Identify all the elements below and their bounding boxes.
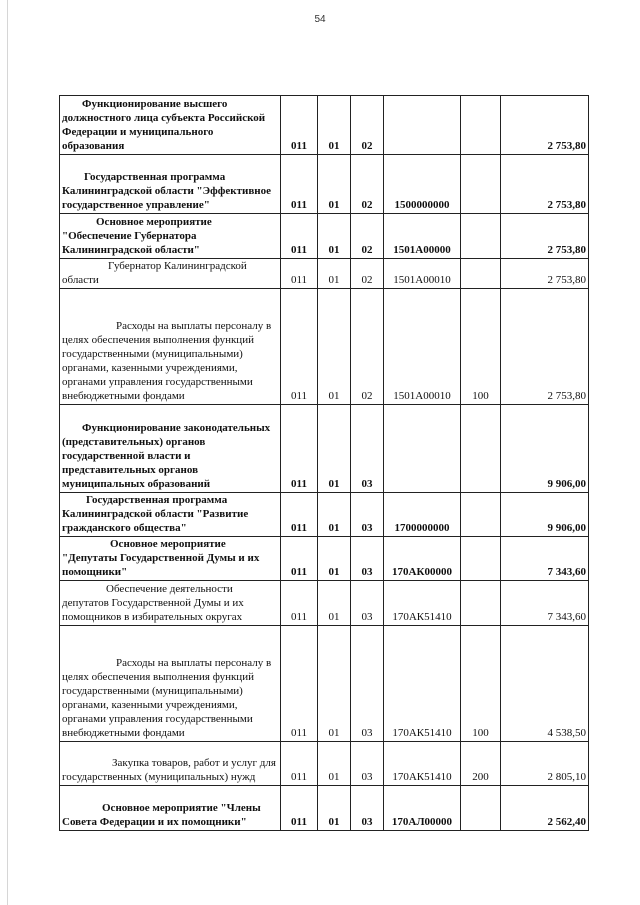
- row-subsection: 03: [351, 581, 384, 626]
- row-sum: 2 753,80: [501, 214, 589, 259]
- row-target: 1501А00010: [384, 289, 461, 405]
- row-sum: 2 753,80: [501, 259, 589, 289]
- row-subsection: 03: [351, 405, 384, 493]
- row-target: [384, 96, 461, 155]
- row-target: [384, 405, 461, 493]
- row-section: 01: [318, 289, 351, 405]
- row-section: 01: [318, 493, 351, 537]
- table-row: [60, 214, 589, 259]
- row-sum: 2 753,80: [501, 155, 589, 214]
- row-subsection: 03: [351, 537, 384, 581]
- row-name: Закупка товаров, работ и услуг для государственных (муниципальных) нужд: [60, 742, 281, 786]
- row-ministry: 011: [281, 493, 318, 537]
- row-ministry: 011: [281, 581, 318, 626]
- table-row: [60, 786, 589, 831]
- row-section: 01: [318, 96, 351, 155]
- row-name: Основное мероприятие "Члены Совета Федерации и их помощники": [60, 786, 281, 831]
- row-ministry: 011: [281, 155, 318, 214]
- row-sum: 9 906,00: [501, 493, 589, 537]
- row-section: 01: [318, 626, 351, 742]
- row-section: 01: [318, 786, 351, 831]
- row-subsection: 02: [351, 259, 384, 289]
- row-expense: [461, 405, 501, 493]
- row-expense: 200: [461, 742, 501, 786]
- row-ministry: 011: [281, 259, 318, 289]
- row-name: Расходы на выплаты персоналу в целях обеспечения выполнения функций государственными (муниципальными) органами, казенными учреждениями, органами управления государственными внебюджетными фондами: [60, 626, 281, 742]
- row-ministry: 011: [281, 537, 318, 581]
- row-subsection: 02: [351, 96, 384, 155]
- table-row: [60, 537, 589, 581]
- row-sum: 7 343,60: [501, 581, 589, 626]
- row-target: 1500000000: [384, 155, 461, 214]
- row-section: 01: [318, 405, 351, 493]
- row-expense: [461, 537, 501, 581]
- row-expense: [461, 493, 501, 537]
- row-expense: [461, 786, 501, 831]
- row-ministry: 011: [281, 405, 318, 493]
- table-row: [60, 742, 589, 786]
- row-subsection: 03: [351, 742, 384, 786]
- row-name: Государственная программа Калининградской области "Развитие гражданского общества": [60, 493, 281, 537]
- row-sum: 2 562,40: [501, 786, 589, 831]
- row-target: 170АК51410: [384, 581, 461, 626]
- row-sum: 9 906,00: [501, 405, 589, 493]
- row-name: Основное мероприятие "Депутаты Государственной Думы и их помощники": [60, 537, 281, 581]
- row-ministry: 011: [281, 742, 318, 786]
- row-section: 01: [318, 259, 351, 289]
- row-section: 01: [318, 214, 351, 259]
- row-name: Основное мероприятие "Обеспечение Губернатора Калининградской области": [60, 214, 281, 259]
- row-section: 01: [318, 155, 351, 214]
- row-ministry: 011: [281, 289, 318, 405]
- row-ministry: 011: [281, 626, 318, 742]
- table-row: [60, 155, 589, 214]
- row-name: Расходы на выплаты персоналу в целях обеспечения выполнения функций государственными (муниципальными) органами, казенными учреждениями, органами управления государственными внебюджетными фондами: [60, 289, 281, 405]
- row-ministry: 011: [281, 96, 318, 155]
- row-target: 170АЛ00000: [384, 786, 461, 831]
- row-ministry: 011: [281, 214, 318, 259]
- row-subsection: 02: [351, 155, 384, 214]
- row-expense: [461, 214, 501, 259]
- page-number: 54: [314, 14, 326, 25]
- row-name: Функционирование законодательных (представительных) органов государственной власти и представительных органов муниципальных образований: [60, 405, 281, 493]
- table-row: [60, 626, 589, 742]
- row-sum: 2 805,10: [501, 742, 589, 786]
- row-sum: 2 753,80: [501, 96, 589, 155]
- table-row: [60, 493, 589, 537]
- budget-table: [59, 95, 589, 831]
- row-subsection: 02: [351, 214, 384, 259]
- row-target: 170АК00000: [384, 537, 461, 581]
- row-section: 01: [318, 581, 351, 626]
- row-name: Обеспечение деятельности депутатов Государственной Думы и их помощников в избирательных округах: [60, 581, 281, 626]
- scan-edge-left: [7, 0, 8, 905]
- row-expense: [461, 96, 501, 155]
- row-section: 01: [318, 537, 351, 581]
- row-subsection: 03: [351, 493, 384, 537]
- row-subsection: 02: [351, 289, 384, 405]
- row-name: Государственная программа Калининградской области "Эффективное государственное управление": [60, 155, 281, 214]
- row-target: 1501А00010: [384, 259, 461, 289]
- row-expense: 100: [461, 289, 501, 405]
- row-subsection: 03: [351, 786, 384, 831]
- table-row: [60, 289, 589, 405]
- row-sum: 2 753,80: [501, 289, 589, 405]
- row-target: 1501А00000: [384, 214, 461, 259]
- row-target: 170АК51410: [384, 626, 461, 742]
- row-sum: 7 343,60: [501, 537, 589, 581]
- row-sum: 4 538,50: [501, 626, 589, 742]
- row-expense: [461, 259, 501, 289]
- row-target: 1700000000: [384, 493, 461, 537]
- table-row: [60, 259, 589, 289]
- row-expense: [461, 155, 501, 214]
- table-row: [60, 96, 589, 155]
- row-expense: 100: [461, 626, 501, 742]
- row-subsection: 03: [351, 626, 384, 742]
- row-target: 170АК51410: [384, 742, 461, 786]
- row-ministry: 011: [281, 786, 318, 831]
- row-name: Губернатор Калининградской области: [60, 259, 281, 289]
- row-expense: [461, 581, 501, 626]
- row-name: Функционирование высшего должностного лица субъекта Российской Федерации и муниципального образования: [60, 96, 281, 155]
- row-section: 01: [318, 742, 351, 786]
- table-row: [60, 581, 589, 626]
- table-row: [60, 405, 589, 493]
